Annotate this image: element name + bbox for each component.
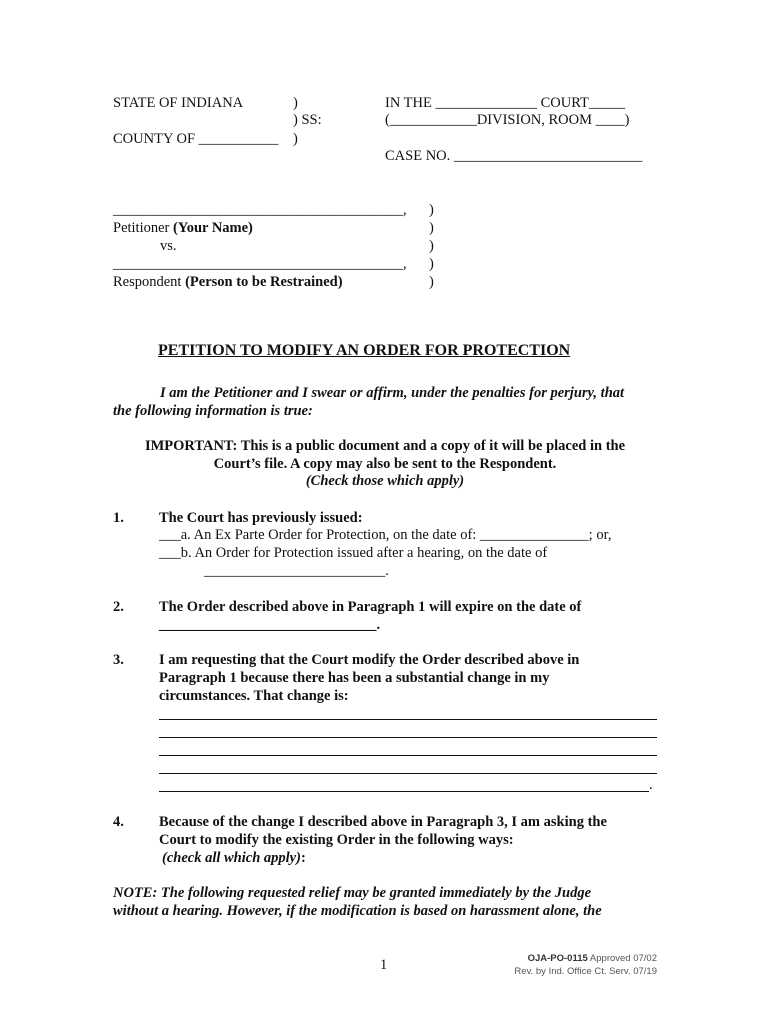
paragraph-4-number: 4. (113, 814, 124, 830)
page-number: 1 (380, 957, 388, 973)
paragraph-1-number: 1. (113, 510, 124, 526)
option-a-ex-parte[interactable]: ___a. An Ex Parte Order for Protection, on the date of: _______________; or, (159, 527, 612, 543)
paragraph-4-line-1: Because of the change I described above in Paragraph 3, I am asking the (159, 814, 607, 830)
important-line-2: Court’s file. A copy may also be sent to the Respondent. (213, 456, 557, 472)
parties-paren: ) (429, 256, 434, 272)
court-label: IN THE ______________ COURT_____ (385, 95, 626, 111)
paragraph-4-check-hint: (check all which apply): (162, 850, 306, 866)
state-label: STATE OF INDIANA (113, 95, 244, 111)
case-number-label: CASE NO. __________________________ (385, 148, 643, 164)
paragraph-1-text: The Court has previously issued: (159, 510, 363, 526)
change-description-line[interactable] (159, 791, 649, 792)
parties-paren: ) (429, 274, 434, 290)
expiration-date-line[interactable]: ______________________________. (159, 617, 381, 633)
respondent-label: Respondent (Person to be Restrained) (113, 274, 343, 290)
division-label: (____________DIVISION, ROOM ____) (385, 112, 630, 128)
paragraph-3-number: 3. (113, 652, 124, 668)
revision-note: Rev. by Ind. Office Ct. Serv. 07/19 (514, 966, 657, 977)
note-line-2: without a hearing. However, if the modification is based on harassment alone, the (113, 903, 602, 919)
paragraph-4-line-2: Court to modify the existing Order in the following ways: (159, 832, 514, 848)
option-b-date-line[interactable]: _________________________. (204, 563, 389, 579)
caption-paren: ) (293, 95, 298, 111)
option-b-after-hearing[interactable]: ___b. An Order for Protection issued after a hearing, on the date of (159, 545, 548, 561)
important-line-3: (Check those which apply) (305, 473, 465, 489)
change-description-line[interactable] (159, 755, 657, 756)
change-description-period: . (649, 777, 653, 793)
paragraph-2-text: The Order described above in Paragraph 1 will expire on the date of (159, 599, 582, 615)
oath-line-2: the following information is true: (113, 403, 313, 419)
county-label: COUNTY OF ___________ (113, 131, 279, 147)
form-code: OJA-PO-0115 Approved 07/02 (527, 953, 657, 964)
paragraph-2-number: 2. (113, 599, 124, 615)
paragraph-3-line-1: I am requesting that the Court modify the Order described above in (159, 652, 580, 668)
change-description-line[interactable] (159, 737, 657, 738)
caption-paren: ) (293, 131, 298, 147)
versus-label: vs. (160, 238, 177, 254)
parties-paren: ) (429, 238, 434, 254)
change-description-line[interactable] (159, 719, 657, 720)
petitioner-label: Petitioner (Your Name) (113, 220, 253, 236)
petitioner-name-line: ________________________________________, (113, 202, 407, 218)
important-line-1: IMPORTANT: This is a public document and a copy of it will be placed in the (144, 438, 626, 454)
change-description-line[interactable] (159, 773, 657, 774)
note-line-1: NOTE: The following requested relief may be granted immediately by the Judge (113, 885, 592, 901)
oath-line-1: I am the Petitioner and I swear or affirm, under the penalties for perjury, that (160, 385, 625, 401)
ss-label: ) SS: (293, 112, 322, 128)
parties-paren: ) (429, 202, 434, 218)
paragraph-3-line-3: circumstances. That change is: (159, 688, 349, 704)
parties-paren: ) (429, 220, 434, 236)
paragraph-3-line-2: Paragraph 1 because there has been a substantial change in my (159, 670, 550, 686)
respondent-name-line: ________________________________________, (113, 256, 407, 272)
document-title: PETITION TO MODIFY AN ORDER FOR PROTECTION (158, 342, 571, 359)
